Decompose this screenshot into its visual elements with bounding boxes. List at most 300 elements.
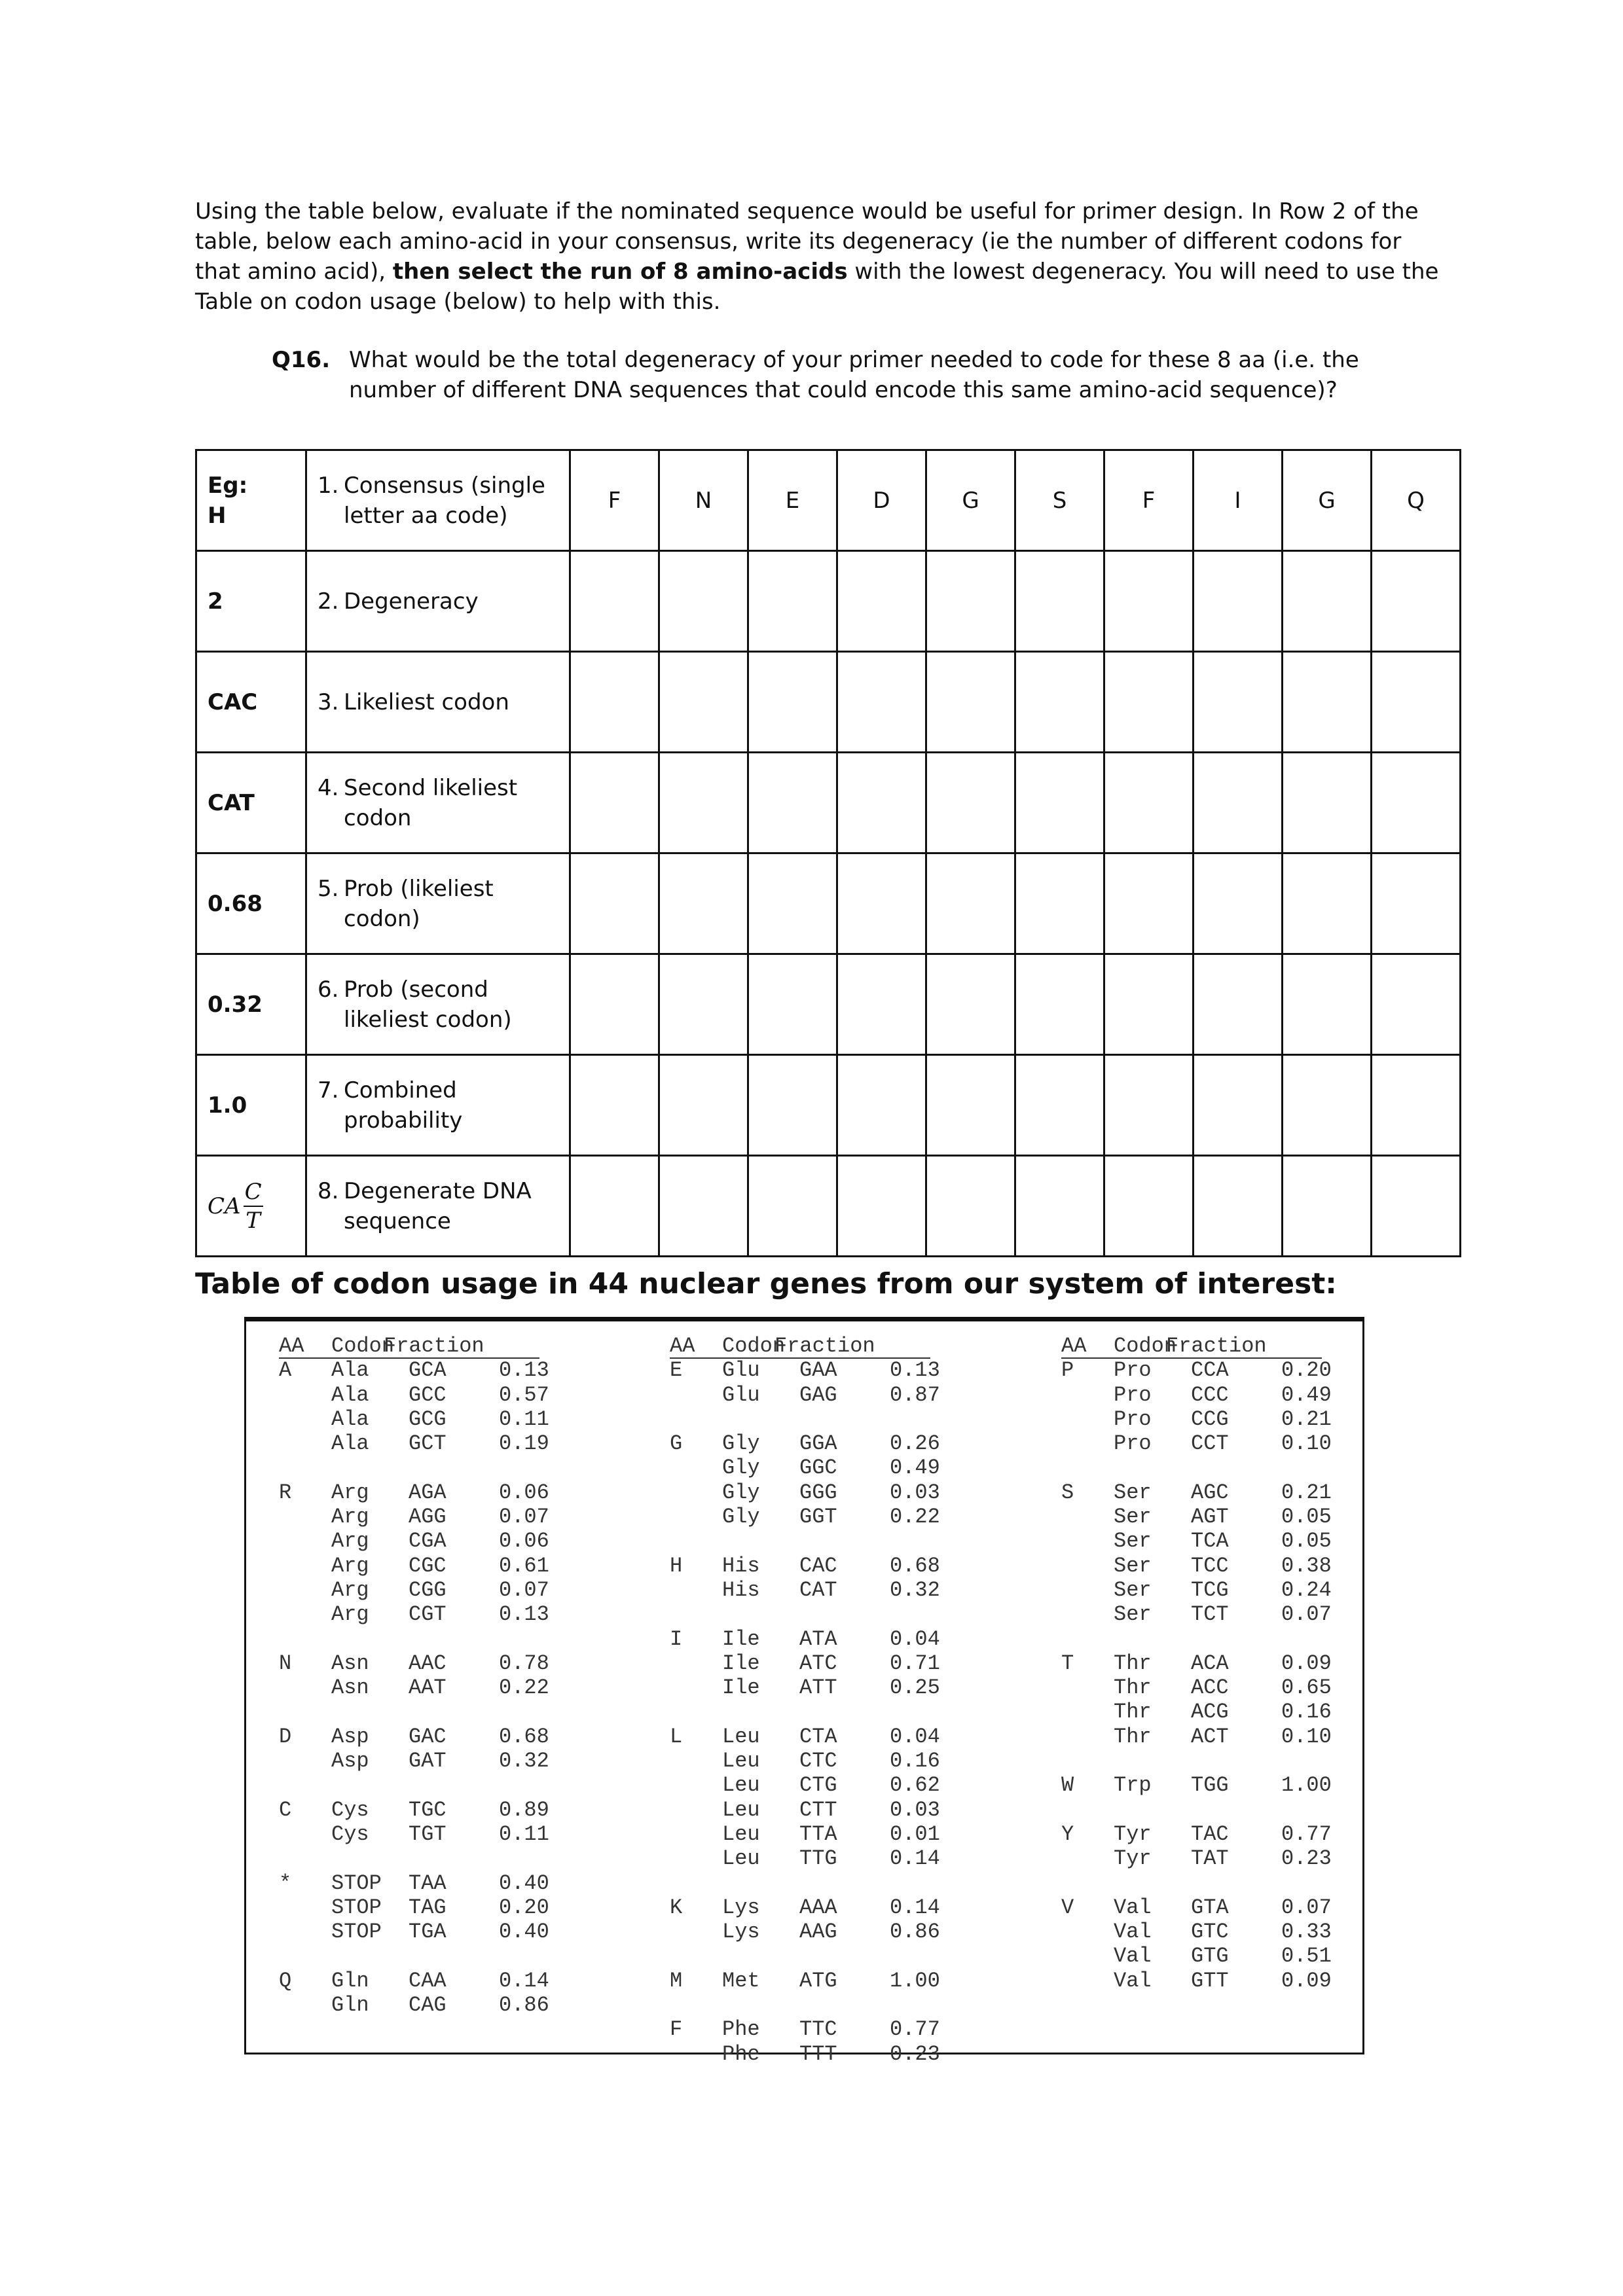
answer-cell[interactable] [1372, 1156, 1461, 1257]
answer-cell[interactable] [1194, 753, 1283, 853]
answer-cell[interactable] [1104, 954, 1194, 1055]
row-label: Prob (second likeliest codon) [344, 976, 512, 1033]
answer-cell[interactable] [1015, 853, 1104, 954]
codon-row [279, 1725, 580, 1749]
codon-row [279, 1505, 580, 1529]
answer-cell[interactable] [1283, 753, 1372, 853]
codon-aa-name: Gln [331, 1968, 369, 1993]
codon-row [670, 1480, 971, 1505]
codon-fraction: 0.71 [890, 1651, 940, 1676]
codon-row [670, 1749, 971, 1773]
codon-aa-name: Ser [1114, 1602, 1152, 1627]
codon-aa-name: Lys [722, 1895, 760, 1920]
row-label: Consensus (single letter aa code) [344, 472, 545, 529]
answer-cell[interactable] [926, 1055, 1015, 1156]
codon-fraction: 0.77 [890, 2017, 940, 2042]
codon-fraction: 0.25 [890, 1676, 940, 1700]
codon-triplet: CAG [409, 1993, 447, 2018]
codon-aa-name: Ser [1114, 1505, 1152, 1530]
codon-aa-name: Glu [722, 1382, 760, 1407]
codon-row [670, 1871, 971, 1895]
codon-fraction: 0.13 [890, 1358, 940, 1383]
codon-triplet: AGC [1191, 1480, 1229, 1505]
codon-aa-name: Arg [331, 1480, 369, 1505]
codon-row [279, 1602, 580, 1626]
row-number: 3. [318, 689, 339, 715]
codon-fraction: 0.22 [890, 1505, 940, 1530]
codon-column [1061, 1334, 1362, 1993]
answer-cell[interactable] [659, 652, 748, 753]
codon-triplet: CCA [1191, 1358, 1229, 1383]
example-cell [196, 1055, 306, 1156]
example-value: 0.68 [208, 890, 263, 917]
answer-cell[interactable] [570, 1156, 659, 1257]
answer-cell[interactable] [570, 551, 659, 652]
header-aa: AA [279, 1334, 304, 1358]
codon-fraction: 1.00 [890, 1968, 940, 1993]
codon-aa-letter: G [670, 1431, 683, 1456]
header-codon: Codon [331, 1334, 395, 1358]
answer-cell[interactable] [570, 853, 659, 954]
codon-row [1061, 1846, 1362, 1871]
consensus-aa-cell: Q [1372, 450, 1461, 551]
codon-triplet: CGA [409, 1529, 447, 1554]
answer-cell[interactable] [1194, 954, 1283, 1055]
codon-triplet: CAA [409, 1968, 447, 1993]
answer-cell[interactable] [1283, 652, 1372, 753]
consensus-aa-cell: F [1104, 450, 1194, 551]
answer-cell[interactable] [748, 853, 837, 954]
codon-triplet: CAC [799, 1553, 837, 1578]
answer-cell[interactable] [1372, 753, 1461, 853]
codon-aa-name: Ile [722, 1676, 760, 1700]
codon-aa-name: STOP [331, 1871, 382, 1895]
codon-fraction: 0.87 [890, 1382, 940, 1407]
worksheet-row [196, 954, 1461, 1055]
codon-fraction: 0.22 [499, 1676, 549, 1700]
answer-cell[interactable] [659, 1156, 748, 1257]
codon-triplet: CCG [1191, 1407, 1229, 1431]
codon-row [279, 1578, 580, 1602]
example-cell [196, 551, 306, 652]
codon-aa-name: Tyr [1114, 1846, 1152, 1871]
codon-row [1061, 1773, 1362, 1797]
codon-row [1061, 1602, 1362, 1626]
codon-fraction: 0.86 [890, 1920, 940, 1945]
codon-row [1061, 1725, 1362, 1749]
codon-aa-name: Pro [1114, 1382, 1152, 1407]
codon-aa-name: Asp [331, 1749, 369, 1774]
row-number: 8. [318, 1177, 339, 1204]
codon-triplet: GAA [799, 1358, 837, 1383]
answer-cell[interactable] [1194, 652, 1283, 753]
row-label-cell [306, 450, 570, 551]
codon-aa-letter: W [1061, 1773, 1074, 1798]
codon-aa-name: Val [1114, 1895, 1152, 1920]
codon-triplet: CTC [799, 1749, 837, 1774]
answer-cell[interactable] [659, 954, 748, 1055]
codon-row [1061, 1969, 1362, 1993]
codon-fraction: 0.57 [499, 1382, 549, 1407]
codon-fraction: 0.07 [499, 1505, 549, 1530]
codon-triplet: TAG [409, 1895, 447, 1920]
codon-row [670, 1578, 971, 1602]
answer-cell[interactable] [748, 1055, 837, 1156]
codon-row [1061, 1700, 1362, 1724]
answer-cell[interactable] [1194, 853, 1283, 954]
codon-aa-name: Pro [1114, 1407, 1152, 1431]
answer-cell[interactable] [1104, 753, 1194, 853]
codon-aa-name: STOP [331, 1920, 382, 1945]
codon-row [670, 1407, 971, 1431]
answer-cell[interactable] [926, 551, 1015, 652]
codon-row [670, 1651, 971, 1676]
codon-row [279, 1944, 580, 1968]
answer-cell[interactable] [659, 1055, 748, 1156]
answer-cell[interactable] [659, 551, 748, 652]
consensus-aa-cell: G [1283, 450, 1372, 551]
row-number: 7. [318, 1077, 339, 1103]
answer-cell[interactable] [1283, 551, 1372, 652]
answer-cell[interactable] [1283, 853, 1372, 954]
codon-aa-name: Gly [722, 1456, 760, 1480]
row-label-cell [306, 954, 570, 1055]
answer-cell[interactable] [1283, 1055, 1372, 1156]
answer-cell[interactable] [659, 753, 748, 853]
codon-aa-name: Thr [1114, 1724, 1152, 1749]
codon-aa-name: Ile [722, 1651, 760, 1676]
codon-fraction: 0.07 [1281, 1895, 1332, 1920]
answer-cell[interactable] [1015, 652, 1104, 753]
codon-row [1061, 1749, 1362, 1773]
codon-triplet: TAT [1191, 1846, 1229, 1871]
codon-fraction: 0.09 [1281, 1651, 1332, 1676]
consensus-aa-cell: N [659, 450, 748, 551]
codon-aa-name: His [722, 1553, 760, 1578]
row-number: 1. [318, 472, 339, 499]
answer-cell[interactable] [837, 1156, 926, 1257]
codon-fraction: 0.07 [1281, 1602, 1332, 1627]
row-number: 6. [318, 976, 339, 1003]
codon-row [279, 1480, 580, 1505]
answer-cell[interactable] [1104, 652, 1194, 753]
codon-fraction: 0.10 [1281, 1724, 1332, 1749]
answer-cell[interactable] [659, 853, 748, 954]
codon-fraction: 0.05 [1281, 1505, 1332, 1530]
codon-row [279, 1627, 580, 1651]
codon-fraction: 0.51 [1281, 1944, 1332, 1969]
example-value: 0.32 [208, 991, 263, 1018]
codon-fraction: 0.89 [499, 1797, 549, 1822]
answer-cell[interactable] [570, 652, 659, 753]
codon-fraction: 0.03 [890, 1797, 940, 1822]
answer-cell[interactable] [1015, 551, 1104, 652]
codon-triplet: GTA [1191, 1895, 1229, 1920]
codon-row [670, 2017, 971, 2041]
worksheet-row [196, 753, 1461, 853]
answer-cell[interactable] [1283, 954, 1372, 1055]
fraction-prefix: CA [208, 1193, 241, 1219]
codon-fraction: 0.77 [1281, 1821, 1332, 1846]
answer-cell[interactable] [1194, 1156, 1283, 1257]
codon-row [279, 1749, 580, 1773]
answer-cell[interactable] [1104, 551, 1194, 652]
codon-triplet: AAA [799, 1895, 837, 1920]
codon-triplet: CTA [799, 1724, 837, 1749]
codon-aa-name: Thr [1114, 1651, 1152, 1676]
codon-triplet: CCC [1191, 1382, 1229, 1407]
codon-triplet: CTG [799, 1773, 837, 1798]
answer-cell[interactable] [1372, 1055, 1461, 1156]
codon-triplet: ATT [799, 1676, 837, 1700]
instructions-text-1: Using the table below, evaluate if the nominated sequence would be useful for primer design. In Row 2 of the table, below each amino-acid in your consensus, write its degeneracy (ie the number of different codons for that amino acid), [195, 198, 1419, 285]
codon-aa-name: Arg [331, 1505, 369, 1530]
codon-row [1061, 1798, 1362, 1822]
codon-fraction: 0.20 [499, 1895, 549, 1920]
codon-triplet: TTG [799, 1846, 837, 1871]
answer-cell[interactable] [1283, 1156, 1372, 1257]
row-label-cell [306, 652, 570, 753]
codon-aa-name: Ser [1114, 1553, 1152, 1578]
answer-cell[interactable] [926, 1156, 1015, 1257]
codon-aa-name: Ser [1114, 1577, 1152, 1602]
codon-triplet: AGG [409, 1505, 447, 1530]
answer-cell[interactable] [1372, 954, 1461, 1055]
codon-triplet: TGC [409, 1797, 447, 1822]
header-codon: Codon [722, 1334, 786, 1358]
answer-cell[interactable] [748, 551, 837, 652]
question-number: Q16. [272, 347, 331, 373]
codon-row [670, 1529, 971, 1553]
codon-fraction: 0.21 [1281, 1407, 1332, 1431]
example-value: 1.0 [208, 1092, 247, 1119]
codon-triplet: CAT [799, 1577, 837, 1602]
codon-row [279, 1993, 580, 2017]
codon-row [670, 1969, 971, 1993]
codon-row [1061, 1554, 1362, 1578]
codon-row [1061, 1895, 1362, 1920]
codon-aa-name: Asn [331, 1676, 369, 1700]
row-label-cell [306, 753, 570, 853]
codon-row [1061, 1456, 1362, 1480]
answer-cell[interactable] [570, 1055, 659, 1156]
codon-fraction: 0.68 [890, 1553, 940, 1578]
codon-fraction: 0.86 [499, 1993, 549, 2018]
worksheet-row [196, 450, 1461, 551]
answer-cell[interactable] [748, 652, 837, 753]
answer-cell[interactable] [837, 1055, 926, 1156]
codon-triplet: TCC [1191, 1553, 1229, 1578]
example-value: Eg: H [208, 472, 248, 529]
codon-aa-name: Val [1114, 1920, 1152, 1945]
codon-triplet: GCT [409, 1431, 447, 1456]
codon-row [1061, 1505, 1362, 1529]
codon-fraction: 0.14 [890, 1895, 940, 1920]
answer-cell[interactable] [1015, 753, 1104, 853]
codon-triplet: ATG [799, 1968, 837, 1993]
codon-row [670, 1846, 971, 1871]
codon-row [1061, 1944, 1362, 1968]
codon-row [670, 1383, 971, 1407]
answer-cell[interactable] [926, 753, 1015, 853]
codon-fraction: 0.49 [1281, 1382, 1332, 1407]
codon-fraction: 0.05 [1281, 1529, 1332, 1554]
codon-fraction: 0.04 [890, 1724, 940, 1749]
worksheet-row [196, 652, 1461, 753]
answer-cell[interactable] [837, 954, 926, 1055]
codon-triplet: CCT [1191, 1431, 1229, 1456]
codon-row [670, 1944, 971, 1968]
header-aa: AA [670, 1334, 695, 1358]
answer-cell[interactable] [1372, 853, 1461, 954]
codon-aa-letter: M [670, 1968, 683, 1993]
codon-row [670, 2042, 971, 2066]
codon-aa-name: Cys [331, 1797, 369, 1822]
codon-row [279, 1651, 580, 1676]
answer-cell[interactable] [570, 753, 659, 853]
codon-aa-name: Ser [1114, 1529, 1152, 1554]
codon-triplet: AGA [409, 1480, 447, 1505]
example-cell [196, 753, 306, 853]
codon-fraction: 0.10 [1281, 1431, 1332, 1456]
answer-cell[interactable] [570, 954, 659, 1055]
codon-aa-name: Leu [722, 1749, 760, 1774]
codon-fraction: 0.07 [499, 1577, 549, 1602]
codon-row [1061, 1529, 1362, 1553]
codon-aa-letter: E [670, 1358, 683, 1383]
consensus-aa-cell: E [748, 450, 837, 551]
codon-aa-name: Leu [722, 1724, 760, 1749]
codon-triplet: CGT [409, 1602, 447, 1627]
answer-cell[interactable] [1194, 551, 1283, 652]
codon-row [1061, 1920, 1362, 1944]
answer-cell[interactable] [748, 753, 837, 853]
answer-cell[interactable] [837, 551, 926, 652]
answer-cell[interactable] [837, 753, 926, 853]
codon-fraction: 0.32 [890, 1577, 940, 1602]
consensus-aa-cell: G [926, 450, 1015, 551]
codon-aa-name: Arg [331, 1553, 369, 1578]
codon-aa-name: STOP [331, 1895, 382, 1920]
codon-row [279, 1798, 580, 1822]
codon-aa-name: Leu [722, 1846, 760, 1871]
answer-cell[interactable] [926, 652, 1015, 753]
row-label-cell [306, 551, 570, 652]
codon-fraction: 0.03 [890, 1480, 940, 1505]
codon-triplet: GTG [1191, 1944, 1229, 1969]
codon-aa-name: Ile [722, 1626, 760, 1651]
row-label: Degenerate DNA sequence [344, 1177, 532, 1234]
codon-triplet: TGT [409, 1821, 447, 1846]
codon-fraction: 0.65 [1281, 1676, 1332, 1700]
codon-aa-name: Cys [331, 1821, 369, 1846]
row-label: Prob (likeliest codon) [344, 875, 494, 932]
answer-cell[interactable] [926, 853, 1015, 954]
answer-cell[interactable] [1104, 853, 1194, 954]
codon-triplet: GTC [1191, 1920, 1229, 1945]
codon-aa-name: Arg [331, 1577, 369, 1602]
codon-row [1061, 1871, 1362, 1895]
codon-row [279, 1895, 580, 1920]
codon-triplet: GCG [409, 1407, 447, 1431]
codon-row [670, 1358, 971, 1382]
codon-header-row [1061, 1334, 1362, 1358]
codon-row [1061, 1431, 1362, 1456]
codon-fraction: 0.38 [1281, 1553, 1332, 1578]
codon-aa-name: Leu [722, 1773, 760, 1798]
codon-fraction: 0.13 [499, 1358, 549, 1383]
codon-fraction: 0.68 [499, 1724, 549, 1749]
answer-cell[interactable] [1194, 1055, 1283, 1156]
answer-cell[interactable] [837, 652, 926, 753]
example-value: 2 [208, 588, 223, 615]
codon-aa-name: Asn [331, 1651, 369, 1676]
codon-aa-letter: P [1061, 1358, 1074, 1383]
codon-aa-letter: L [670, 1724, 683, 1749]
worksheet-row [196, 1055, 1461, 1156]
codon-header-row [670, 1334, 971, 1358]
codon-row [670, 1431, 971, 1456]
codon-triplet: GAG [799, 1382, 837, 1407]
row-number: 4. [318, 774, 339, 801]
codon-aa-name: Thr [1114, 1700, 1152, 1725]
codon-aa-name: Arg [331, 1529, 369, 1554]
example-cell [196, 954, 306, 1055]
header-fraction: Fraction [1166, 1334, 1267, 1358]
answer-cell[interactable] [1372, 551, 1461, 652]
codon-aa-letter: V [1061, 1895, 1074, 1920]
codon-row [279, 1871, 580, 1895]
codon-header-row [279, 1334, 580, 1358]
codon-row [670, 1602, 971, 1626]
codon-column [670, 1334, 971, 2066]
codon-aa-name: Thr [1114, 1676, 1152, 1700]
codon-aa-name: Met [722, 1968, 760, 1993]
codon-row [1061, 1822, 1362, 1846]
codon-triplet: GTT [1191, 1968, 1229, 1993]
answer-cell[interactable] [748, 954, 837, 1055]
codon-row [279, 1773, 580, 1797]
codon-row [1061, 1578, 1362, 1602]
codon-row [279, 1383, 580, 1407]
codon-aa-name: Phe [722, 2017, 760, 2042]
codon-fraction: 0.16 [890, 1749, 940, 1774]
codon-triplet: ATC [799, 1651, 837, 1676]
codon-row [1061, 1627, 1362, 1651]
codon-fraction: 0.62 [890, 1773, 940, 1798]
codon-fraction: 0.14 [890, 1846, 940, 1871]
answer-cell[interactable] [837, 853, 926, 954]
answer-cell[interactable] [1104, 1055, 1194, 1156]
instructions-paragraph [195, 196, 1439, 317]
answer-cell[interactable] [1015, 1156, 1104, 1257]
consensus-aa-cell: D [837, 450, 926, 551]
codon-row [1061, 1651, 1362, 1676]
codon-row [670, 1505, 971, 1529]
answer-cell[interactable] [926, 954, 1015, 1055]
answer-cell[interactable] [748, 1156, 837, 1257]
answer-cell[interactable] [1015, 1055, 1104, 1156]
answer-cell[interactable] [1104, 1156, 1194, 1257]
codon-fraction: 0.09 [1281, 1968, 1332, 1993]
answer-cell[interactable] [1015, 954, 1104, 1055]
codon-triplet: AGT [1191, 1505, 1229, 1530]
codon-aa-letter: C [279, 1797, 292, 1822]
answer-cell[interactable] [1372, 652, 1461, 753]
codon-triplet: ATA [799, 1626, 837, 1651]
codon-triplet: TCT [1191, 1602, 1229, 1627]
codon-row [279, 1431, 580, 1456]
